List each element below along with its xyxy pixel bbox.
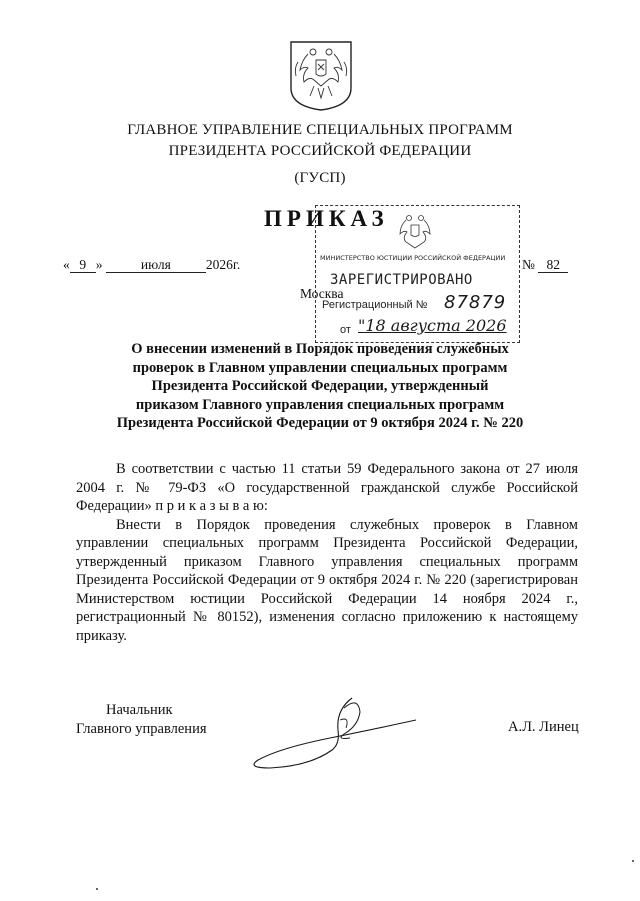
order-number-label: № bbox=[522, 257, 535, 272]
order-number bbox=[522, 257, 568, 273]
body-text bbox=[76, 460, 578, 645]
stamp-registered: ЗАРЕГИСТРИРОВАНО bbox=[330, 272, 473, 288]
order-city: Москва bbox=[300, 286, 344, 301]
signer-name: А.Л. Линец bbox=[508, 719, 579, 735]
stamp-from-label: от bbox=[340, 324, 351, 336]
stamp-from-date: "18 августа 2026 bbox=[358, 316, 507, 335]
heading-line: Президента Российской Федерации, утвержденный bbox=[151, 378, 489, 394]
order-year: 2026 bbox=[205, 257, 233, 272]
coat-of-arms-icon bbox=[288, 40, 354, 112]
org-name-line1: ГЛАВНОЕ УПРАВЛЕНИЕ СПЕЦИАЛЬНЫХ ПРОГРАММ bbox=[127, 122, 513, 138]
scan-speck bbox=[96, 888, 98, 890]
order-date bbox=[63, 257, 240, 273]
body-paragraph-2: Внести в Порядок проведения служебных проверок в Главном управлении специальных программ Президента Российской Федерации, утвержденный приказом Главного управления специальных программ Президента Российской Федерации от 9 октября 2024 г. № 220 (зарегистрирован Министерством юстиции Российской Федерации 14 ноября 2024 г., регистрационный № 80152), изменения согласно приложению к настоящему приказу. bbox=[76, 516, 578, 644]
heading-line: О внесении изменений в Порядок проведения служебных bbox=[131, 341, 509, 357]
order-year-suffix: г. bbox=[232, 257, 241, 272]
document-title: ПРИКАЗ bbox=[264, 206, 389, 231]
stamp-emblem-icon bbox=[394, 212, 436, 252]
heading-line: Президента Российской Федерации от 9 октября 2024 г. № 220 bbox=[116, 415, 524, 431]
stamp-reg-label: Регистрационный № bbox=[322, 299, 428, 311]
order-month: июля bbox=[106, 258, 206, 273]
stamp-reg-number: 87879 bbox=[444, 292, 507, 313]
org-abbreviation: (ГУСП) bbox=[294, 170, 346, 186]
scan-speck bbox=[632, 860, 634, 862]
order-day: 9 bbox=[70, 258, 96, 273]
signer-position-line1: Начальник bbox=[106, 702, 173, 718]
stamp-ministry: МИНИСТЕРСТВО ЮСТИЦИИ РОССИЙСКОЙ ФЕДЕРАЦИИ bbox=[320, 254, 506, 262]
org-name-line2: ПРЕЗИДЕНТА РОССИЙСКОЙ ФЕДЕРАЦИИ bbox=[168, 143, 472, 159]
signer-position bbox=[76, 701, 207, 738]
body-paragraph-1: В соответствии с частью 11 статьи 59 Федерального закона от 27 июля 2004 г. № 79-ФЗ «О государственной гражданской службе Российской Федерации» п р и к а з ы в а ю: bbox=[76, 461, 578, 514]
quote-open: « bbox=[63, 257, 70, 272]
heading-line: приказом Главного управления специальных программ bbox=[135, 396, 505, 413]
heading-line: проверок в Главном управлении специальных программ bbox=[132, 359, 508, 376]
order-heading bbox=[100, 340, 540, 433]
quote-close: » bbox=[95, 257, 103, 272]
order-number-value: 82 bbox=[538, 258, 568, 273]
handwritten-signature bbox=[240, 690, 430, 780]
signer-position-line2: Главного управления bbox=[76, 720, 207, 737]
